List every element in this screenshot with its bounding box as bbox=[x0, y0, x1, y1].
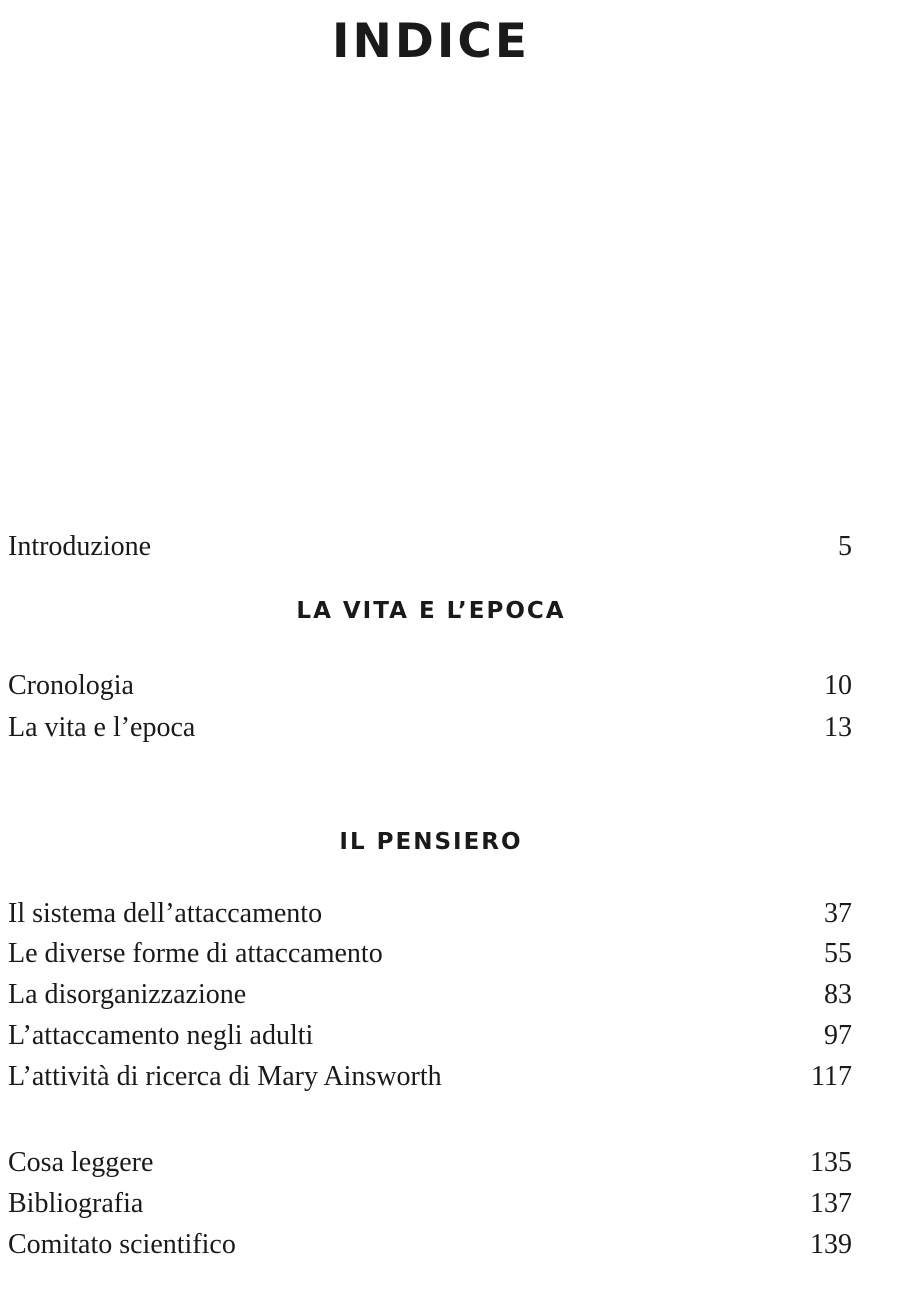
toc-entry-label: L’attività di ricerca di Mary Ainsworth bbox=[8, 1061, 442, 1092]
toc-entry-page: 37 bbox=[824, 898, 852, 929]
page-title: INDICE bbox=[332, 14, 530, 69]
toc-entry-page: 97 bbox=[824, 1020, 852, 1051]
toc-entry-page: 139 bbox=[810, 1229, 852, 1260]
section-heading-vita-epoca: LA VITA E L’EPOCA bbox=[296, 598, 566, 624]
toc-entry-label: Cronologia bbox=[8, 670, 134, 701]
toc-entry-label: Cosa leggere bbox=[8, 1147, 154, 1178]
toc-entry-vita-epoca bbox=[8, 708, 852, 748]
toc-entry-page: 137 bbox=[810, 1188, 852, 1219]
toc-entry-page: 55 bbox=[824, 938, 852, 969]
toc-entry-page: 10 bbox=[824, 670, 852, 701]
toc-entry-label: L’attaccamento negli adulti bbox=[8, 1020, 314, 1051]
toc-entry-label: La disorganizzazione bbox=[8, 979, 247, 1010]
toc-entry-cosa-leggere bbox=[8, 1143, 852, 1183]
toc-entry-label: Le diverse forme di attaccamento bbox=[8, 938, 383, 969]
toc-entry-page: 5 bbox=[838, 531, 852, 562]
toc-entry-page: 13 bbox=[824, 712, 852, 743]
toc-entry-page: 83 bbox=[824, 979, 852, 1010]
toc-entry-comitato-scientifico bbox=[8, 1225, 852, 1265]
toc-entry-label: Comitato scientifico bbox=[8, 1229, 236, 1260]
toc-entry-introduzione bbox=[8, 527, 852, 567]
toc-entry-diverse-forme bbox=[8, 934, 852, 974]
toc-entry-bibliografia bbox=[8, 1184, 852, 1224]
toc-entry-label: Il sistema dell’attaccamento bbox=[8, 898, 323, 929]
toc-entry-page: 135 bbox=[810, 1147, 852, 1178]
toc-entry-attaccamento-adulti bbox=[8, 1016, 852, 1056]
toc-entry-cronologia bbox=[8, 666, 852, 706]
toc-entry-label: Bibliografia bbox=[8, 1188, 144, 1219]
toc-entry-label: Introduzione bbox=[8, 531, 152, 562]
toc-entry-page: 117 bbox=[811, 1061, 852, 1092]
section-heading-pensiero: IL PENSIERO bbox=[339, 829, 523, 855]
toc-entry-sistema-attaccamento bbox=[8, 894, 852, 934]
toc-entry-disorganizzazione bbox=[8, 975, 852, 1015]
toc-entry-ricerca-ainsworth bbox=[8, 1057, 852, 1097]
toc-entry-label: La vita e l’epoca bbox=[8, 712, 196, 743]
